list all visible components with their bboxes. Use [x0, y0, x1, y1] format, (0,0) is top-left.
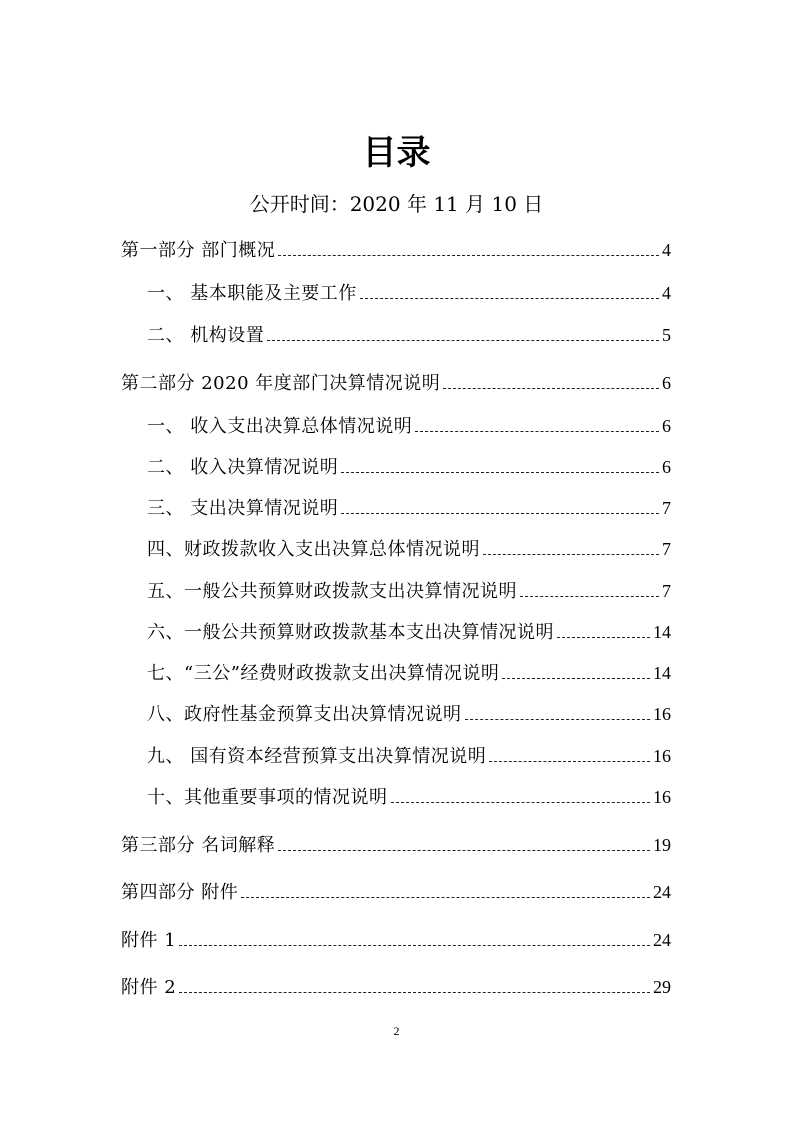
toc-entry-part2-5[interactable] [147, 577, 671, 605]
toc-entry-label: 十、其他重要事项的情况说明 [147, 787, 388, 808]
toc-entry-label: 四、财政拨款收入支出决算总体情况说明 [147, 539, 480, 560]
toc-entry-page: 7 [662, 581, 671, 601]
toc-entry-label: 附件 1 [121, 930, 177, 951]
toc-entry-label: 一、 收入支出决算总体情况说明 [147, 416, 413, 437]
toc-entry-page: 4 [662, 240, 671, 260]
toc-entry-page: 29 [653, 977, 671, 997]
toc-entry-attachment2[interactable] [121, 973, 671, 1001]
toc-leader [360, 284, 659, 299]
toc-entry-attachment1[interactable] [121, 926, 671, 954]
toc-entry-label: 二、 机构设置 [147, 325, 265, 346]
toc-entry-label: 三、 支出决算情况说明 [147, 498, 339, 519]
toc-leader [557, 623, 650, 638]
page-number: 2 [393, 1024, 400, 1038]
toc-entry-page: 14 [653, 622, 671, 642]
toc-entry-label: 五、一般公共预算财政拨款支出决算情况说明 [147, 581, 517, 602]
toc-entry-part1[interactable] [121, 236, 671, 264]
toc-entry-page: 6 [662, 457, 671, 477]
toc-entry-page: 14 [653, 663, 671, 683]
toc-entry-page: 16 [653, 746, 671, 766]
toc-leader [241, 883, 650, 898]
toc-entry-part1-2[interactable] [147, 321, 671, 349]
toc-entry-label: 六、一般公共预算财政拨款基本支出决算情况说明 [147, 622, 554, 643]
toc-entry-label: 八、政府性基金预算支出决算情况说明 [147, 704, 462, 725]
toc-leader [391, 788, 651, 803]
toc-entry-part2-10[interactable] [147, 783, 671, 811]
toc-leader [278, 836, 650, 851]
toc-entry-label: 七、“三公”经费财政拨款支出决算情况说明 [147, 663, 500, 684]
toc-entry-part4[interactable] [121, 878, 671, 906]
toc-entry-part3[interactable] [121, 831, 671, 859]
toc-entry-page: 4 [662, 283, 671, 303]
toc-entry-label: 一、 基本职能及主要工作 [147, 283, 357, 304]
toc-entry-page: 24 [653, 882, 671, 902]
toc-entry-label: 第三部分 名词解释 [121, 835, 276, 856]
toc-leader [443, 374, 659, 389]
toc-entry-page: 6 [662, 373, 671, 393]
toc-leader [179, 978, 650, 993]
toc-leader [520, 582, 659, 597]
toc-leader [489, 747, 650, 762]
toc-entry-part2-7[interactable] [147, 659, 671, 687]
toc-entry-part2-1[interactable] [147, 412, 671, 440]
toc-leader [267, 326, 659, 341]
toc-leader [278, 241, 659, 256]
toc-entry-label: 第二部分 2020 年度部门决算情况说明 [121, 373, 441, 394]
toc-leader [341, 499, 659, 514]
toc-entry-page: 24 [653, 930, 671, 950]
toc-entry-part2-6[interactable] [147, 618, 671, 646]
toc-leader [341, 458, 659, 473]
toc-entry-page: 6 [662, 416, 671, 436]
toc-entry-part2-3[interactable] [147, 494, 671, 522]
toc-leader [502, 664, 650, 679]
toc-entry-page: 7 [662, 539, 671, 559]
toc-entry-page: 7 [662, 498, 671, 518]
document-title: 目录 [362, 133, 431, 173]
toc-entry-label: 附件 2 [121, 977, 177, 998]
toc-entry-page: 5 [662, 325, 671, 345]
toc-entry-page: 16 [653, 787, 671, 807]
toc-entry-label: 二、 收入决算情况说明 [147, 457, 339, 478]
toc-entry-part2-9[interactable] [147, 742, 671, 770]
toc-entry-part2-4[interactable] [147, 535, 671, 563]
toc-entry-part2-8[interactable] [147, 700, 671, 728]
publish-date: 公开时间：2020 年 11 月 10 日 [249, 192, 544, 216]
toc-leader [179, 931, 650, 946]
toc-leader [483, 540, 659, 555]
toc-entry-label: 第四部分 附件 [121, 882, 239, 903]
toc-entry-part1-1[interactable] [147, 279, 671, 307]
toc-leader [415, 417, 659, 432]
toc-entry-part2[interactable] [121, 369, 671, 397]
toc-leader [465, 705, 651, 720]
toc-entry-label: 第一部分 部门概况 [121, 240, 276, 261]
toc-entry-page: 19 [653, 835, 671, 855]
toc-entry-label: 九、 国有资本经营预算支出决算情况说明 [147, 746, 487, 767]
toc-entry-part2-2[interactable] [147, 453, 671, 481]
toc-entry-page: 16 [653, 704, 671, 724]
